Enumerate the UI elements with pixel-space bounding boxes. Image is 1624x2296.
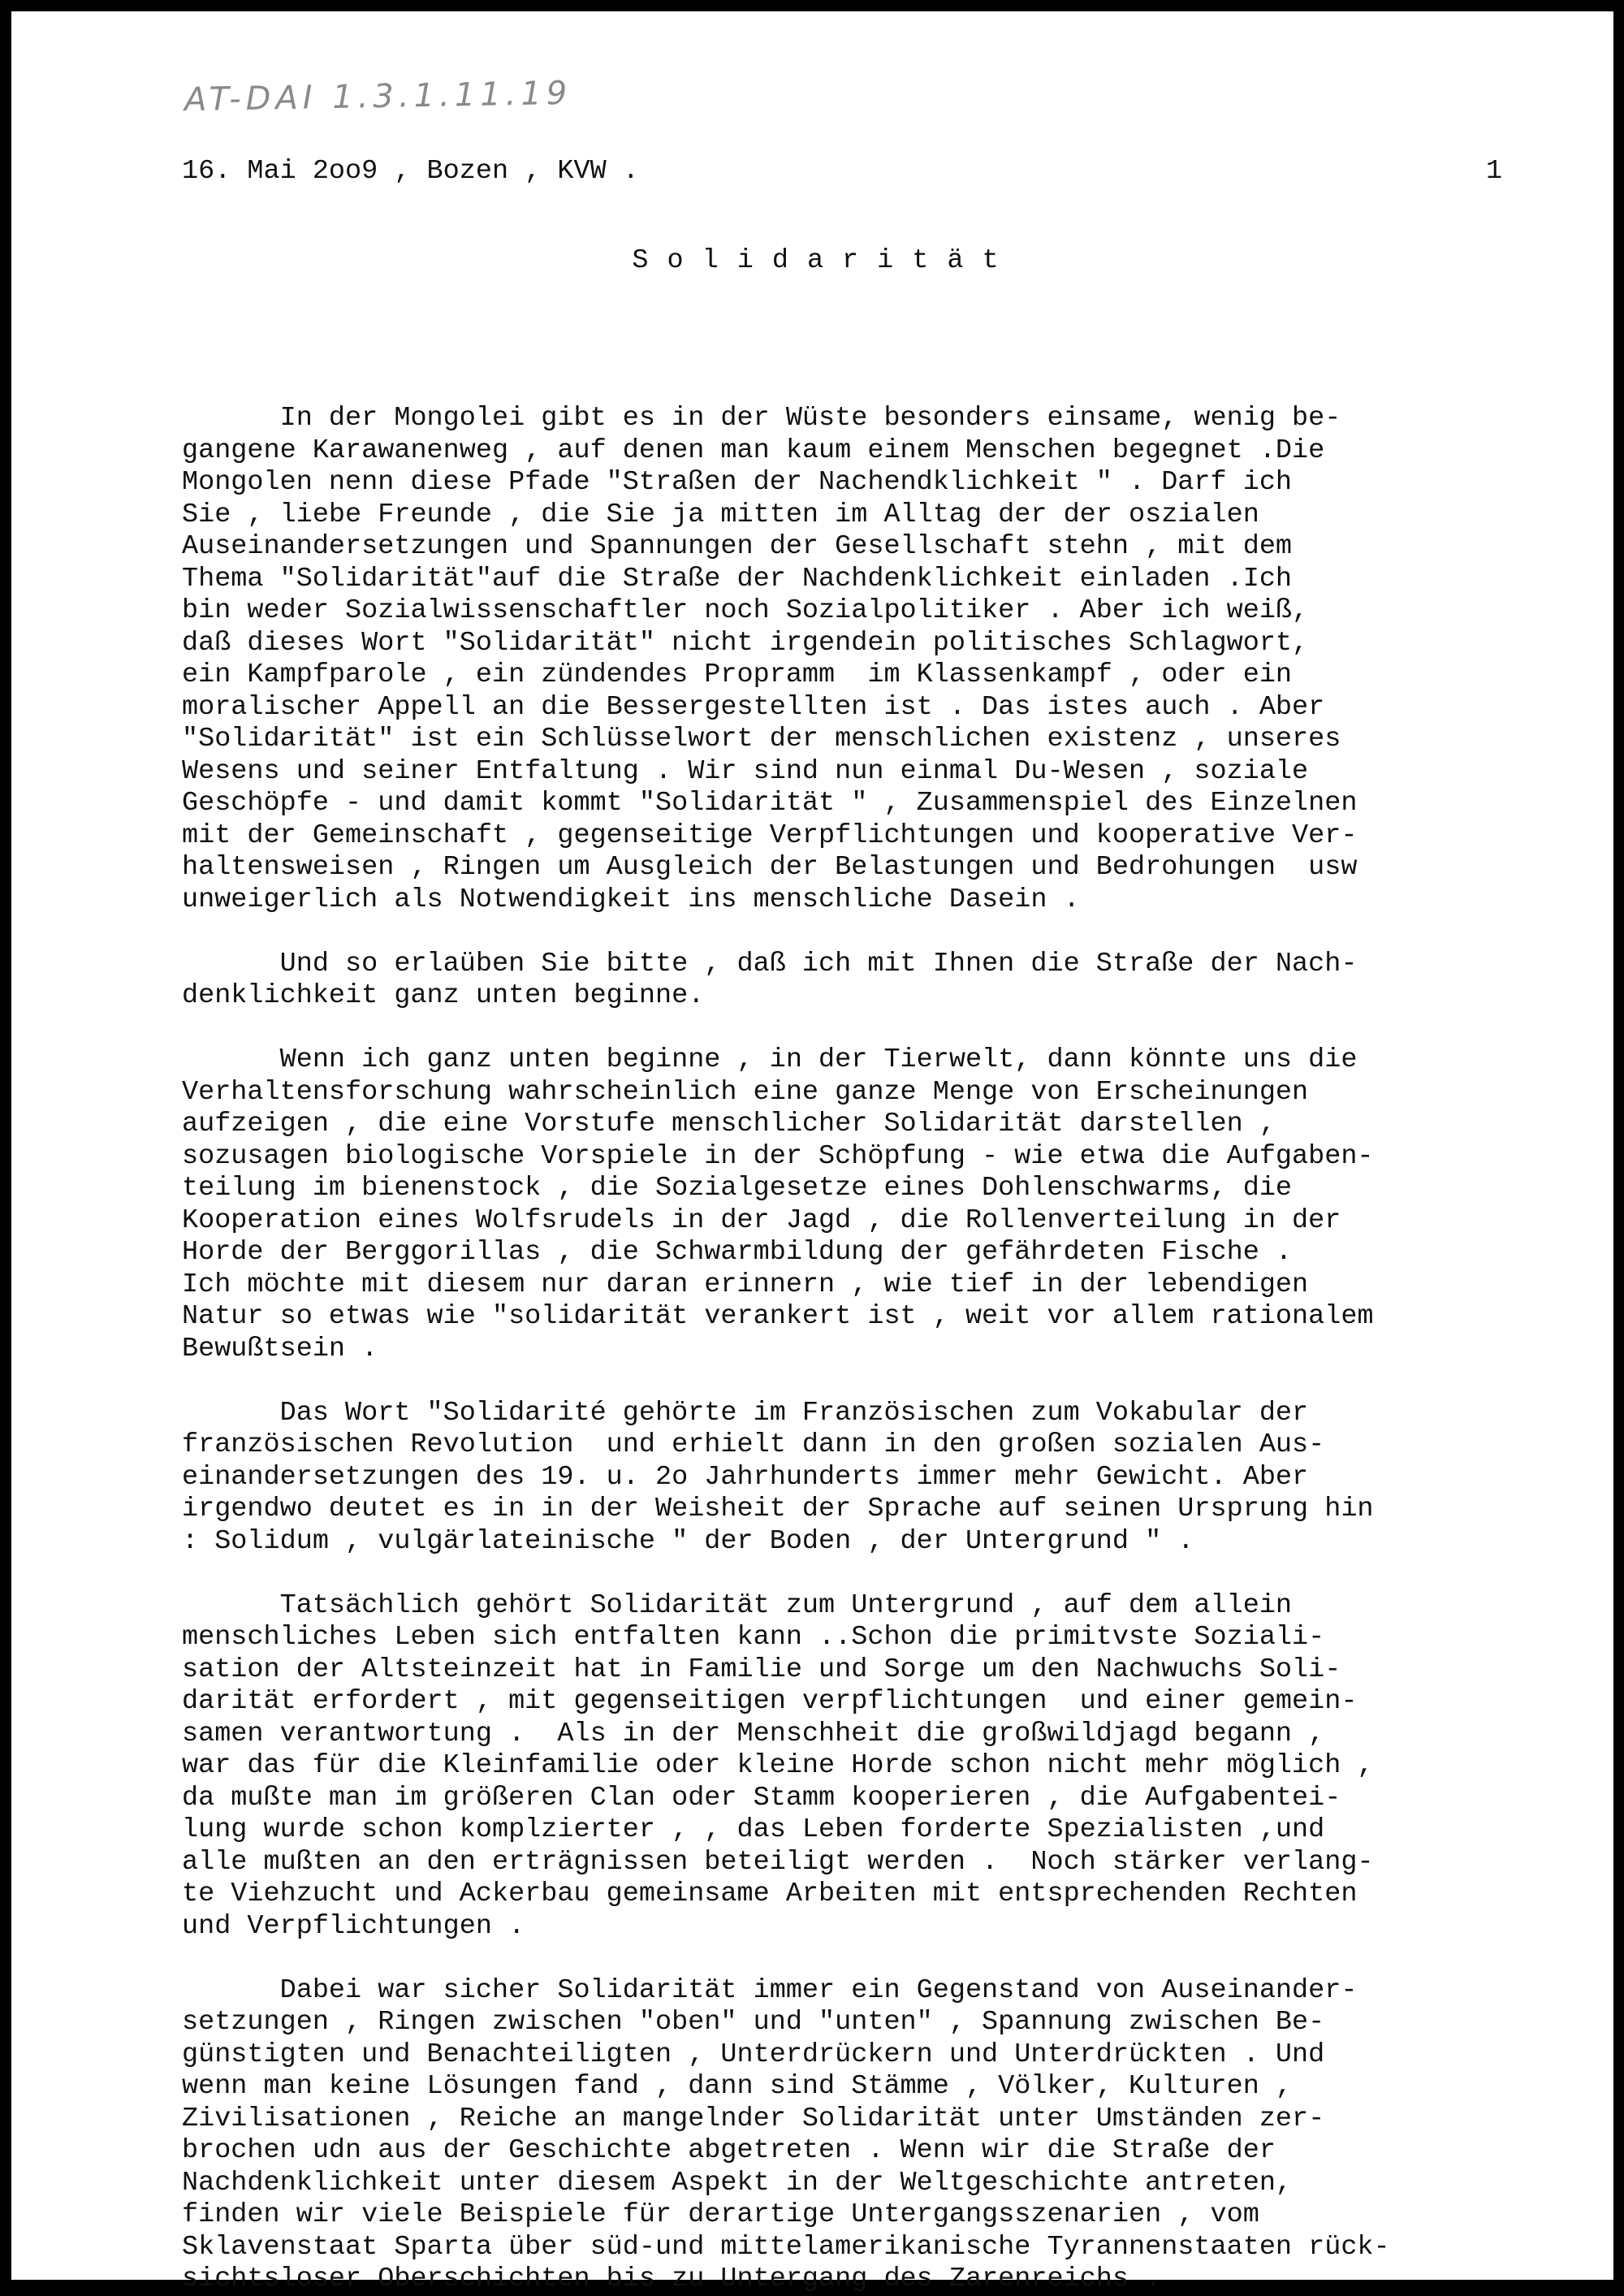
text-line: brochen udn aus der Geschichte abgetreten . Wenn wir die Straße der (182, 2135, 1276, 2166)
text-line: Sie , liebe Freunde , die Sie ja mitten im Alltag der der oszialen (182, 499, 1259, 530)
text-line: teilung im bienenstock , die Sozialgesetze eines Dohlenschwarms, die (182, 1173, 1293, 1204)
dateline: 16. Mai 2oo9 , Bozen , KVW . (182, 156, 639, 187)
text-line: Horde der Berggorillas , die Schwarmbildung der gefährdeten Fische . (182, 1237, 1293, 1268)
text-line: Dabei war sicher Solidarität immer ein Gegenstand von Auseinander- (182, 1974, 1358, 2006)
text-line: samen verantwortung . Als in der Menschheit die großwildjagd begann , (182, 1718, 1325, 1749)
text-line: Kooperation eines Wolfsrudels in der Jagd , die Rollenverteilung in der (182, 1204, 1341, 1236)
text-line: finden wir viele Beispiele für derartige Untergangsszenarien , vom (182, 2199, 1259, 2230)
text-line: "Solidarität" ist ein Schlüsselwort der menschlichen existenz , unseres (182, 724, 1341, 755)
text-line: haltensweisen , Ringen um Ausgleich der Belastungen und Bedrohungen usw (182, 852, 1358, 883)
text-line: lung wurde schon komplzierter , , das Leben forderte Spezialisten ,und (182, 1814, 1325, 1845)
text-line: wenn man keine Lösungen fand , dann sind Stämme , Völker, Kulturen , (182, 2071, 1293, 2102)
text-line: Tatsächlich gehört Solidarität zum Untergrund , auf dem allein (182, 1589, 1293, 1621)
body-text (182, 310, 1611, 2296)
text-line: bin weder Sozialwissenschaftler noch Sozialpolitiker . Aber ich weiß, (182, 595, 1309, 626)
document-title: Solidarität (632, 245, 1017, 276)
paragraph (182, 403, 1611, 916)
text-line: und Verpflichtungen . (182, 1910, 525, 1942)
text-line: sichtsloser Oberschichten bis zu Untergang des Zarenreichs . (182, 2264, 1162, 2294)
text-line: : Solidum , vulgärlateinische " der Boden , der Untergrund " . (182, 1525, 1194, 1557)
text-line: sozusagen biologische Vorspiele in der Schöpfung - wie etwa die Aufgaben- (182, 1140, 1374, 1172)
text-line: Sklavenstaat Sparta über süd-und mittelamerikanische Tyrannenstaaten rück- (182, 2231, 1390, 2263)
text-line: In der Mongolei gibt es in der Wüste besonders einsame, wenig be- (182, 403, 1341, 434)
text-line: Zivilisationen , Reiche an mangelnder Solidarität unter Umständen zer- (182, 2103, 1325, 2134)
text-line: Natur so etwas wie "solidarität verankert ist , weit vor allem rationalem (182, 1301, 1374, 1332)
handwritten-archive-reference: AT-DAI 1.3.1.11.19 (184, 74, 572, 119)
paragraph (182, 1975, 1611, 2296)
text-line: Wesens und seiner Entfaltung . Wir sind nun einmal Du-Wesen , soziale (182, 755, 1309, 787)
paragraph (182, 1044, 1611, 1365)
text-line: Geschöpfe - und damit kommt "Solidarität " , Zusammenspiel des Einzelnen (182, 788, 1358, 819)
text-line: unweigerlich als Notwendigkeit ins menschliche Dasein . (182, 884, 1080, 915)
text-line: aufzeigen , die eine Vorstufe menschlicher Solidarität darstellen , (182, 1109, 1276, 1139)
text-line: ein Kampfparole , ein zündendes Propramm im Klassenkampf , oder ein (182, 659, 1293, 690)
text-line: setzungen , Ringen zwischen "oben" und "unten" , Spannung zwischen Be- (182, 2007, 1325, 2038)
text-line: moralischer Appell an die Bessergestellten ist . Das istes auch . Aber (182, 691, 1325, 723)
text-line: mit der Gemeinschaft , gegenseitige Verpflichtungen und kooperative Ver- (182, 819, 1358, 851)
text-line: Und so erlaüben Sie bitte , daß ich mit Ihnen die Straße der Nach- (182, 948, 1358, 979)
text-line: günstigten und Benachteiligten , Unterdrückern und Unterdrückten . Und (182, 2039, 1325, 2070)
text-line: französischen Revolution und erhielt dann in den großen sozialen Aus- (182, 1429, 1325, 1460)
paragraph (182, 1590, 1611, 1944)
text-line: Wenn ich ganz unten beginne , in der Tierwelt, dann könnte uns die (182, 1044, 1358, 1075)
text-line: Mongolen nenn diese Pfade "Straßen der Nachendklichkeit " . Darf ich (182, 467, 1293, 498)
text-line: da mußte man im größeren Clan oder Stamm kooperieren , die Aufgabentei- (182, 1782, 1341, 1814)
text-line: einandersetzungen des 19. u. 2o Jahrhunderts immer mehr Gewicht. Aber (182, 1461, 1309, 1493)
text-line: Thema "Solidarität"auf die Straße der Nachdenklichkeit einladen .Ich (182, 563, 1293, 595)
text-line: denklichkeit ganz unten beginne. (182, 980, 705, 1011)
text-line: Das Wort "Solidarité gehörte im Französischen zum Vokabular der (182, 1397, 1309, 1429)
text-line: alle mußten an den erträgnissen beteiligt werden . Noch stärker verlang- (182, 1846, 1374, 1878)
paragraph (182, 949, 1611, 1013)
text-line: gangene Karawanenweg , auf denen man kaum einem Menschen begegnet .Die (182, 435, 1325, 466)
paragraph (182, 1398, 1611, 1559)
text-line: Ich möchte mit diesem nur daran erinnern , wie tief in der lebendigen (182, 1269, 1309, 1300)
text-line: Auseinandersetzungen und Spannungen der Gesellschaft stehn , mit dem (182, 531, 1293, 562)
document-page (11, 11, 1613, 2294)
text-line: darität erfordert , mit gegenseitigen verpflichtungen und einer gemein- (182, 1686, 1358, 1717)
text-line: te Viehzucht und Ackerbau gemeinsame Arbeiten mit entsprechenden Rechten (182, 1879, 1358, 1909)
page-number: 1 (1486, 156, 1503, 187)
text-line: Verhaltensforschung wahrscheinlich eine ganze Menge von Erscheinungen (182, 1076, 1309, 1108)
text-line: Bewußtsein . (182, 1333, 378, 1364)
text-line: menschliches Leben sich entfalten kann ..Schon die primitvste Soziali- (182, 1622, 1325, 1653)
text-line: irgendwo deutet es in in der Weisheit der Sprache auf seinen Ursprung hin (182, 1494, 1374, 1524)
text-line: Nachdenklichkeit unter diesem Aspekt in der Weltgeschichte antreten, (182, 2167, 1293, 2199)
text-line: war das für die Kleinfamilie oder kleine Horde schon nicht mehr möglich , (182, 1750, 1374, 1781)
text-line: sation der Altsteinzeit hat in Familie und Sorge um den Nachwuchs Soli- (182, 1654, 1341, 1685)
text-line: daß dieses Wort "Solidarität" nicht irgendein politisches Schlagwort, (182, 627, 1309, 659)
